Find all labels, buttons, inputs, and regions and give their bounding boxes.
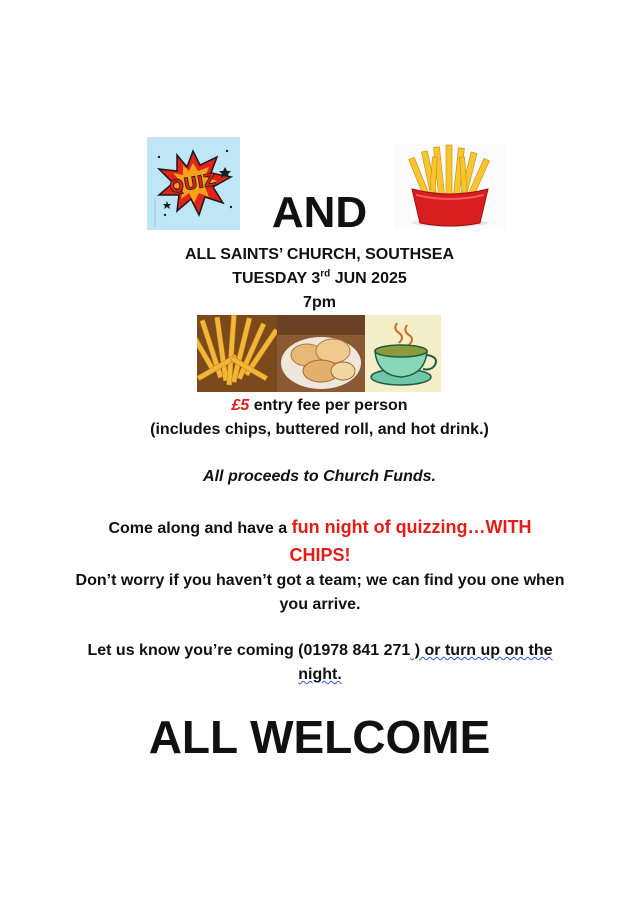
- bread-rolls-photo: [277, 315, 365, 392]
- contact-lead: Let us know you’re coming (: [87, 642, 304, 659]
- promo-line: [80, 514, 560, 570]
- venue-text: ALL SAINTS’ CHURCH, SOUTHSEA: [184, 246, 455, 263]
- proceeds-note: All proceeds to Church Funds.: [203, 468, 436, 485]
- event-time: 7pm: [303, 294, 336, 311]
- quiz-image-text: QUIZ: [167, 170, 218, 198]
- date-prefix: TUESDAY 3: [232, 270, 321, 287]
- entry-fee: [0, 397, 639, 415]
- fee-amount: £5: [231, 397, 250, 414]
- contact-line: [70, 639, 570, 687]
- food-image-strip: [197, 315, 441, 392]
- and-heading: AND: [271, 188, 368, 237]
- chips-photo: [197, 315, 277, 392]
- team-note: Don’t worry if you haven’t got a team; we can find you one when you arrive.: [75, 572, 565, 613]
- contact-phone: 01978 841 271: [303, 642, 411, 659]
- fee-includes: (includes chips, buttered roll, and hot drink.): [150, 421, 489, 438]
- promo-highlight: fun night of quizzing…WITH CHIPS!: [289, 517, 532, 565]
- date-rest: JUN 2025: [330, 270, 407, 287]
- promo-lead: Come along and have a: [108, 520, 292, 537]
- contact-tail: ) or turn up on the night.: [298, 642, 553, 683]
- tea-cup-image: [365, 315, 441, 392]
- fee-text: entry fee per person: [249, 397, 408, 414]
- welcome-heading: ALL WELCOME: [148, 711, 491, 763]
- date-ordinal: rd: [320, 268, 331, 280]
- event-date: [0, 270, 639, 288]
